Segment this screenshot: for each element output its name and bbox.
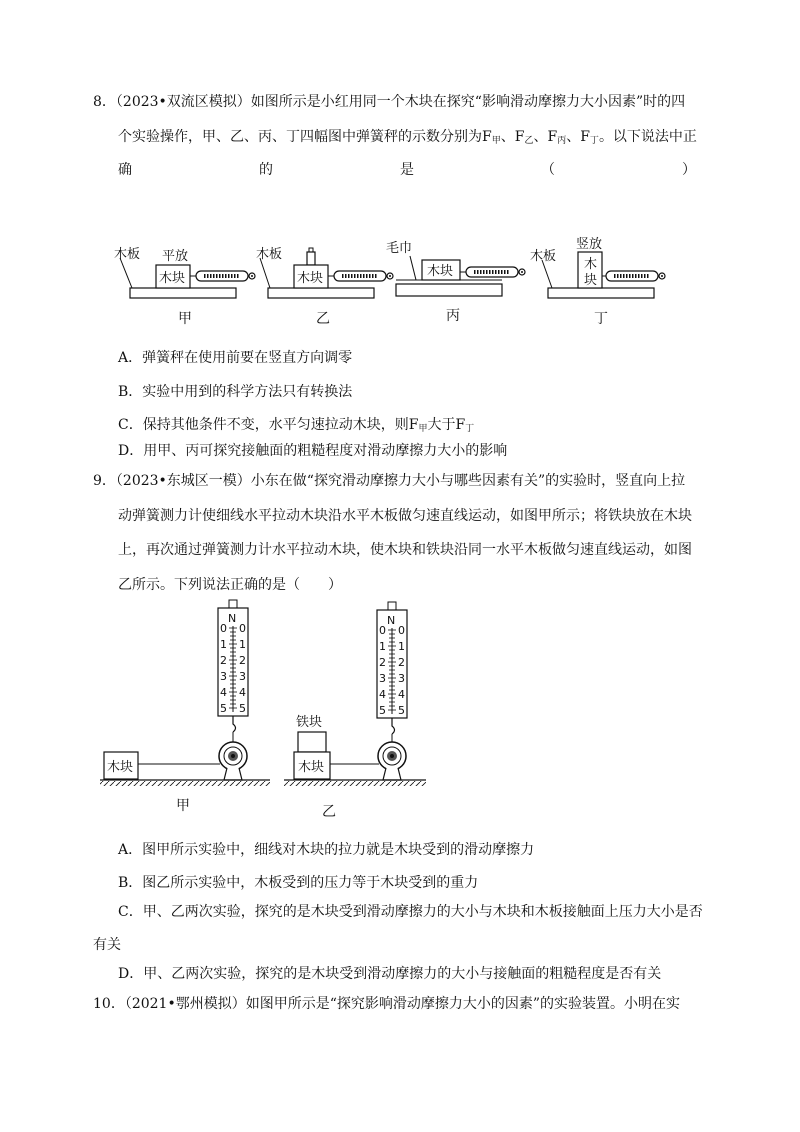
board-ding <box>548 288 654 298</box>
meter-right-2-jia: 2 <box>239 654 246 667</box>
label-block-jia: 木块 <box>159 271 186 286</box>
caption-bing: 丙 <box>446 308 460 324</box>
meter-left-5-yi: 5 <box>379 704 386 717</box>
meter-right-5-yi: 5 <box>398 704 405 717</box>
q10-line-1: 10．（2021•鄂州模拟）如图甲所示是“探究影响滑动摩擦力大小的因素”的实验装置。小明在实 <box>93 996 681 1012</box>
q9-fig-yi <box>284 602 426 820</box>
label-block-ding-bottom: 块 <box>584 273 598 288</box>
q9-option-d: D．甲、乙两次实验，探究的是木块受到滑动摩擦力的大小与接触面的粗糙程度是否有关 <box>118 966 662 982</box>
q8-option-c <box>118 415 474 439</box>
board-bing <box>396 284 502 296</box>
meter-left-3-jia: 3 <box>220 670 227 683</box>
caption-q9-jia: 甲 <box>176 798 190 814</box>
q9-line-3: 上，再次通过弹簧测力计水平拉动木块，使木块和铁块沿同一水平木板做匀速直线运动，如图 <box>118 542 692 558</box>
q8-option-a: A．弹簧秤在使用前要在竖直方向调零 <box>118 350 353 366</box>
meter-right-4-yi: 4 <box>398 688 405 701</box>
meter-left-3-yi: 3 <box>379 672 386 685</box>
meter-right-2-yi: 2 <box>398 656 405 669</box>
q9-figure <box>90 596 530 840</box>
sub-jia: 甲 <box>491 136 501 146</box>
meter-right-4-jia: 4 <box>239 686 246 699</box>
meter-right-0-jia: 0 <box>239 622 246 635</box>
q8-option-c-mid: 大于F <box>427 417 466 433</box>
sub-ding: 丁 <box>589 136 599 146</box>
label-iron-q9-yi: 铁块 <box>296 715 323 730</box>
q8-line-1: 8．（2023•双流区模拟）如图所示是小红用同一个木块在探究“影响滑动摩擦力大小因素”时的四 <box>93 94 686 110</box>
meter-left-2-jia: 2 <box>220 654 227 667</box>
meter-left-4-jia: 4 <box>220 686 227 699</box>
q8-word-1: 确 <box>118 162 132 178</box>
meter-right-3-yi: 3 <box>398 672 405 685</box>
q9-line-2: 动弹簧测力计使细线水平拉动木块沿水平木板做匀速直线运动，如图甲所示；将铁块放在木块 <box>118 508 692 524</box>
iron-block-q9-yi <box>298 732 326 752</box>
caption-q9-yi: 乙 <box>322 804 336 820</box>
spring-meter-yi <box>377 602 407 734</box>
q8-line-2-pre: 个实验操作，甲、乙、丙、丁四幅图中弹簧秤的示数分别为F <box>118 129 492 145</box>
meter-left-1-jia: 1 <box>220 638 227 651</box>
q8-option-c-pre: C．保持其他条件不变，水平匀速拉动木块，则F <box>118 417 419 433</box>
q8-option-b: B．实验中用到的科学方法只有转换法 <box>118 384 353 400</box>
label-block-bing: 木块 <box>427 264 454 279</box>
q9-line-4: 乙所示。下列说法正确的是（ ） <box>118 577 342 593</box>
caption-ding: 丁 <box>594 311 608 327</box>
weight-yi <box>307 252 315 265</box>
q9-option-b: B．图乙所示实验中，木板受到的压力等于木块受到的重力 <box>118 875 479 891</box>
fig-yi <box>256 246 393 327</box>
q8-line-2-post: 。以下说法中正 <box>598 129 697 145</box>
label-block-q9-jia: 木块 <box>107 760 134 775</box>
fig-ding <box>530 236 665 327</box>
meter-right-3-jia: 3 <box>239 670 246 683</box>
label-placement-ding: 竖放 <box>576 237 603 252</box>
q9-option-c-line-1: C．甲、乙两次实验，探究的是木块受到滑动摩擦力的大小与木块和木板接触面上压力大小是否 <box>118 904 703 920</box>
q8-option-d: D．用甲、丙可探究接触面的粗糙程度对滑动摩擦力大小的影响 <box>118 443 508 459</box>
q8-option-c-sub-ding: 丁 <box>465 424 475 434</box>
q9-option-a: A．图甲所示实验中，细线对木块的拉力就是木块受到的滑动摩擦力 <box>118 842 535 858</box>
sub-bing: 丙 <box>557 136 567 146</box>
q8-line-3 <box>118 160 696 180</box>
meter-left-2-yi: 2 <box>379 656 386 669</box>
meter-left-0-yi: 0 <box>379 624 386 637</box>
meter-left-4-yi: 4 <box>379 688 386 701</box>
meter-unit-jia: N <box>228 612 237 625</box>
spring-meter-jia <box>218 600 248 732</box>
q9-fig-jia <box>100 600 270 814</box>
q8-option-c-sub-jia: 甲 <box>418 424 428 434</box>
meter-left-1-yi: 1 <box>379 640 386 653</box>
label-placement-jia: 平放 <box>162 249 189 264</box>
label-surface-bing: 毛巾 <box>386 241 413 256</box>
q8-word-3: 是 <box>400 162 414 178</box>
label-board-ding: 木板 <box>530 249 557 264</box>
q8-open-paren: （ <box>541 162 555 178</box>
caption-jia: 甲 <box>178 311 192 327</box>
meter-unit-yi: N <box>387 614 396 627</box>
meter-right-0-yi: 0 <box>398 624 405 637</box>
pulley-yi <box>378 742 406 780</box>
q9-option-c-line-2: 有关 <box>93 937 121 953</box>
fig-jia <box>114 246 255 327</box>
sub-yi: 乙 <box>524 136 534 146</box>
q9-line-1: 9．（2023•东城区一模）小东在做“探究滑动摩擦力大小与哪些因素有关”的实验时，竖直向上拉 <box>93 473 686 489</box>
label-block-q9-yi: 木块 <box>298 760 325 775</box>
fig-bing <box>386 240 525 324</box>
q8-figure <box>110 228 670 328</box>
q8-word-2: 的 <box>259 162 273 178</box>
meter-right-5-jia: 5 <box>239 702 246 715</box>
q8-close-paren: ） <box>682 162 696 178</box>
board-yi <box>268 288 374 298</box>
label-board-yi: 木板 <box>256 247 283 262</box>
meter-right-1-jia: 1 <box>239 638 246 651</box>
label-board-jia: 木板 <box>114 247 141 262</box>
label-block-ding-top: 木 <box>584 257 598 272</box>
meter-left-0-jia: 0 <box>220 622 227 635</box>
meter-right-1-yi: 1 <box>398 640 405 653</box>
board-jia <box>130 288 236 298</box>
meter-left-5-jia: 5 <box>220 702 227 715</box>
label-block-yi: 木块 <box>297 271 324 286</box>
q8-line-2: 个实验操作，甲、乙、丙、丁四幅图中弹簧秤的示数分别为$F_甲$、$F_乙$、$F_丙$、$F_丁$。以下说法中正 <box>118 129 697 146</box>
caption-yi: 乙 <box>316 311 330 327</box>
pulley-jia <box>219 742 247 780</box>
